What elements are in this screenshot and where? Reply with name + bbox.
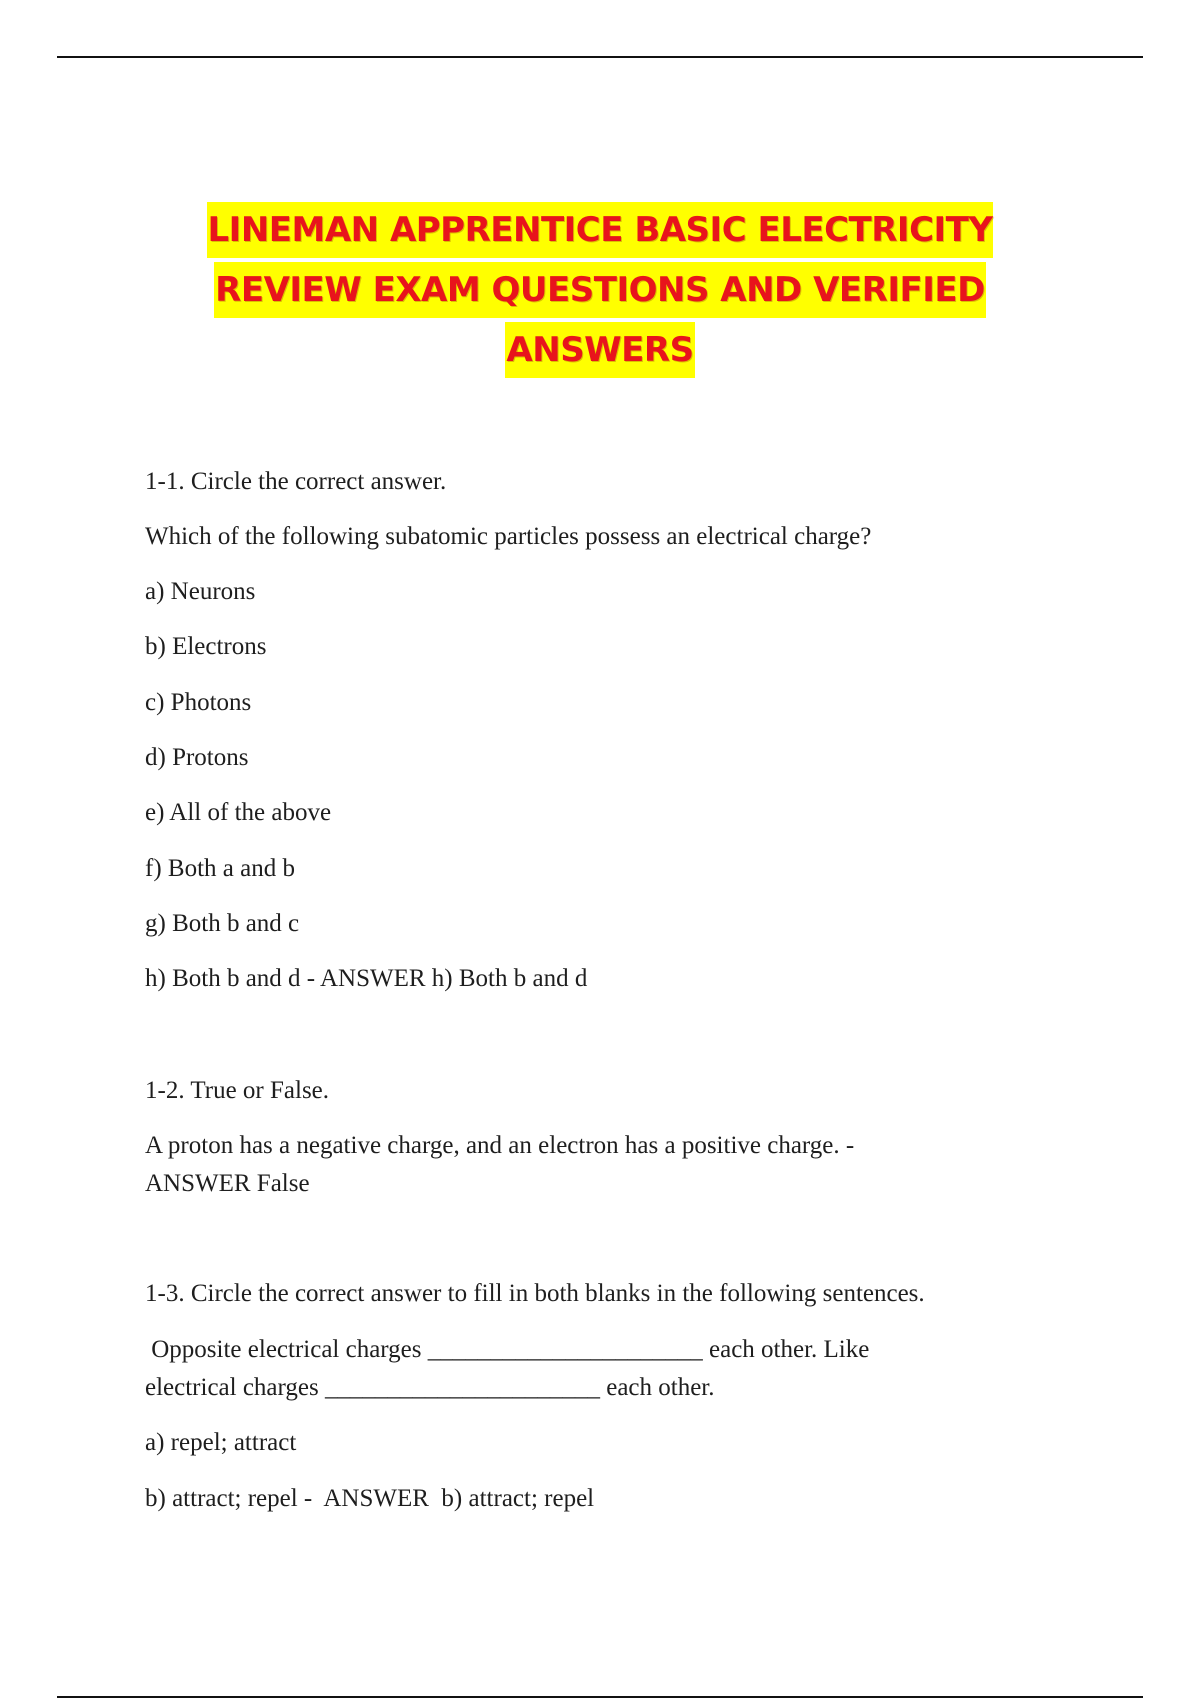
q1-option-g: g) Both b and c bbox=[145, 910, 300, 937]
q3-option-a: a) repel; attract bbox=[145, 1429, 297, 1456]
q1-option-d: d) Protons bbox=[145, 744, 249, 771]
q1-option-e: e) All of the above bbox=[145, 799, 332, 826]
title-line-2: REVIEW EXAM QUESTIONS AND VERIFIED bbox=[214, 262, 986, 318]
bottom-rule bbox=[57, 1696, 1143, 1698]
q1-option-c: c) Photons bbox=[145, 689, 252, 716]
q1-option-a: a) Neurons bbox=[145, 578, 256, 605]
document-title bbox=[150, 200, 1050, 380]
top-rule bbox=[57, 56, 1143, 58]
q2-heading: 1-2. True or False. bbox=[145, 1077, 330, 1104]
q3-prompt-line-2: electrical charges ______________________ each other. bbox=[145, 1374, 715, 1401]
q3-heading: 1-3. Circle the correct answer to fill in both blanks in the following sentences. bbox=[145, 1280, 925, 1307]
q3-option-b-answer: b) attract; repel - ANSWER b) attract; repel bbox=[145, 1485, 595, 1512]
title-line-3: ANSWERS bbox=[505, 322, 694, 378]
q1-option-b: b) Electrons bbox=[145, 633, 267, 660]
q1-option-h-answer: h) Both b and d - ANSWER h) Both b and d bbox=[145, 965, 588, 992]
title-line-1: LINEMAN APPRENTICE BASIC ELECTRICITY bbox=[207, 202, 994, 258]
q1-heading: 1-1. Circle the correct answer. bbox=[145, 468, 447, 495]
q3-prompt-line-1: Opposite electrical charges ______________________ each other. Like bbox=[145, 1336, 870, 1363]
q2-prompt-line-1: A proton has a negative charge, and an electron has a positive charge. - bbox=[145, 1132, 855, 1159]
q1-option-f: f) Both a and b bbox=[145, 855, 295, 882]
q2-prompt-line-2-answer: ANSWER False bbox=[145, 1170, 310, 1197]
q1-prompt: Which of the following subatomic particles possess an electrical charge? bbox=[145, 523, 872, 550]
